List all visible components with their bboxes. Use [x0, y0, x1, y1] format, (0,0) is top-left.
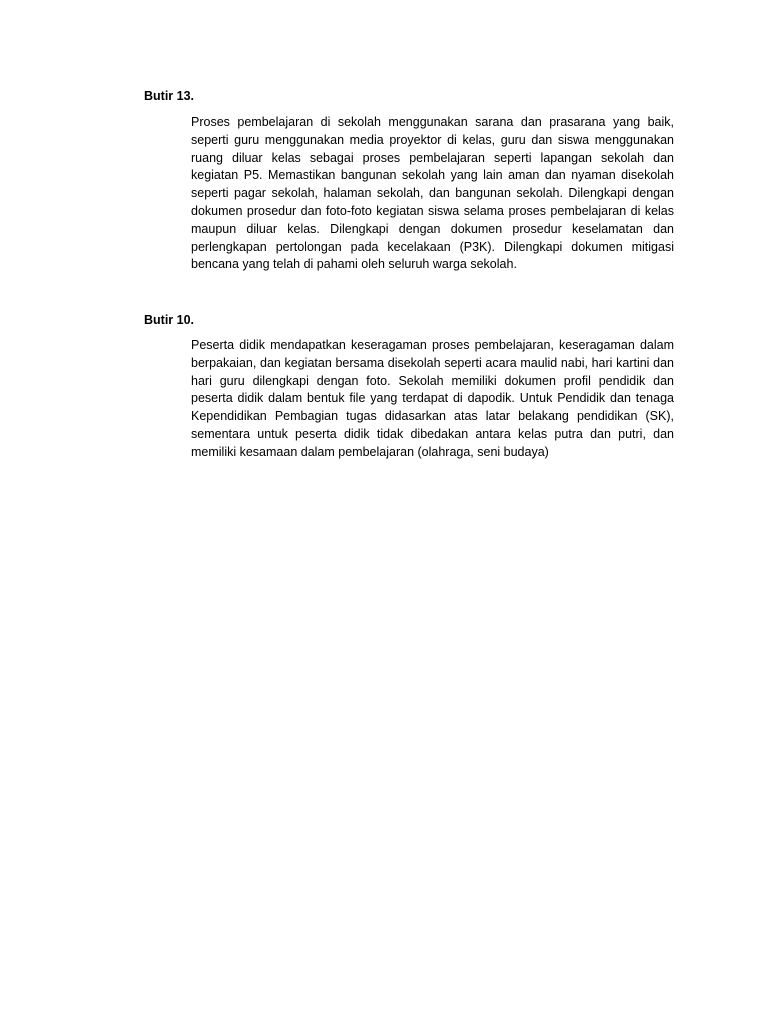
section-heading-butir-13: Butir 13.: [144, 89, 195, 103]
section-body-butir-13: Proses pembelajaran di sekolah menggunakan sarana dan prasarana yang baik, seperti guru menggunakan media proyektor di kelas, guru dan siswa menggunakan ruang diluar kelas sebagai proses pembelajaran seperti lapangan sekolah dan kegiatan P5. Memastikan bangunan sekolah yang lain aman dan nyaman disekolah seperti pagar sekolah, halaman sekolah, dan bangunan sekolah. Dilengkapi dengan dokumen prosedur dan foto-foto kegiatan siswa selama proses pembelajaran di kelas maupun diluar kelas. Dilengkapi dengan dokumen prosedur keselamatan dan perlengkapan pertolongan pada kecelakaan (P3K). Dilengkapi dokumen mitigasi bencana yang telah di pahami oleh seluruh warga sekolah.: [191, 115, 674, 272]
section-heading-butir-10: Butir 10.: [144, 313, 195, 327]
section-body-butir-10: Peserta didik mendapatkan keseragaman proses pembelajaran, keseragaman dalam berpakaian, dan kegiatan bersama disekolah seperti acara maulid nabi, hari kartini dan hari guru dilengkapi dengan foto. Sekolah memiliki dokumen profil pendidik dan peserta didik dalam bentuk file yang terdapat di dapodik. Untuk Pendidik dan tenaga Kependidikan Pembagian tugas didasarkan atas latar belakang pendidikan (SK), sementara untuk peserta didik tidak dibedakan antara kelas putra dan putri, dan memiliki kesamaan dalam pembelajaran (olahraga, seni budaya): [191, 338, 674, 459]
